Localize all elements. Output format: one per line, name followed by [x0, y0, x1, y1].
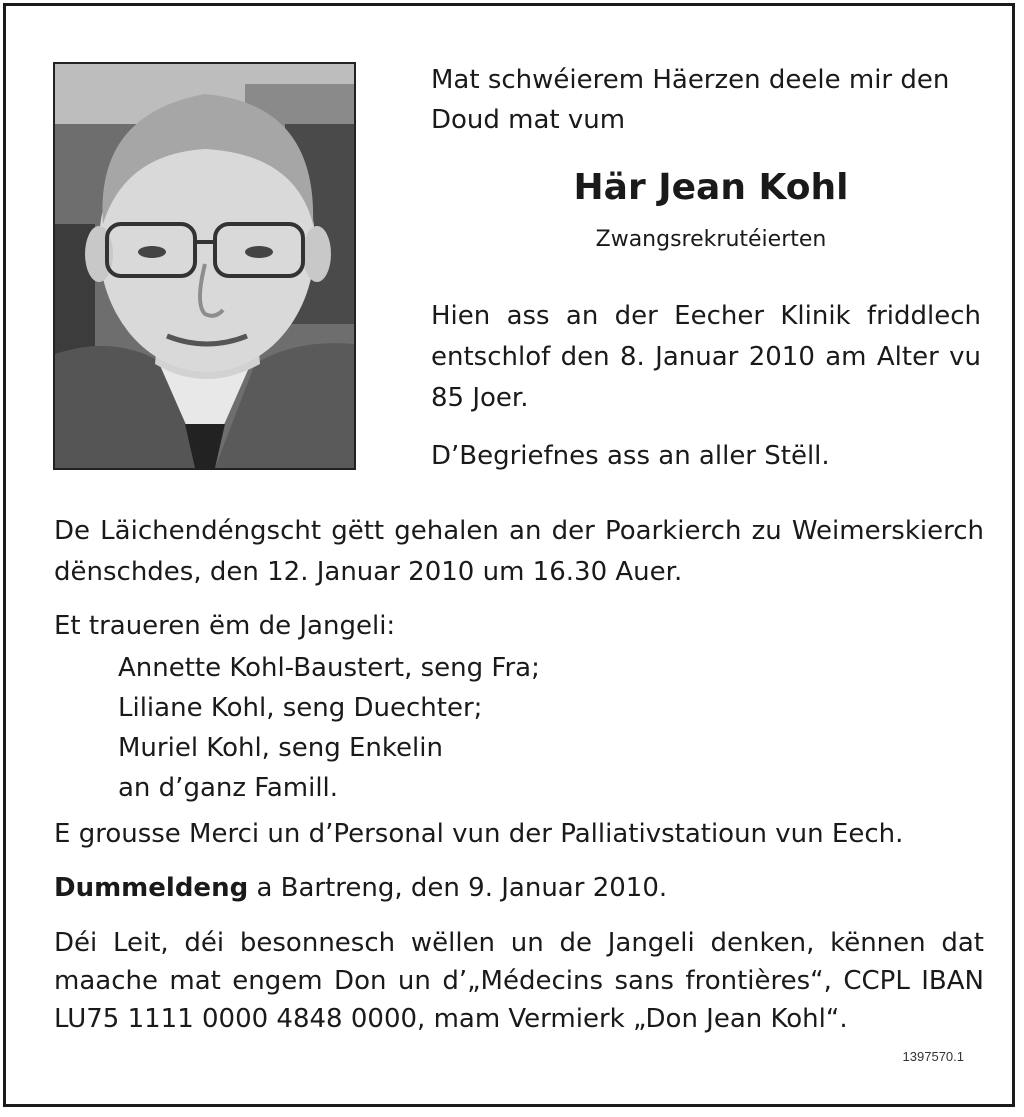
donation-text: Déi Leit, déi besonnesch wëllen un de Jangeli denken, kënnen dat maache mat engem Don un d’„Médecins sans frontières“, CCPL IBAN LU75 1111 0000 4848 0000, mam Vermierk „Don Jean Kohl“.: [54, 928, 984, 1034]
funeral-service-text: De Läichendéngscht gëtt gehalen an der Poarkierch zu Weimerskierch dënschdes, den 12. Januar 2010 um 16.30 Auer.: [54, 516, 984, 587]
portrait-photo: [53, 62, 356, 470]
deceased-name: Här Jean Kohl: [573, 167, 849, 208]
place-name: Dummeldeng: [54, 873, 249, 903]
deceased-subtitle: Zwangsrekrutéierten: [595, 227, 827, 252]
reference-number: 1397570.1: [902, 1049, 964, 1064]
burial-note: D’Begriefnes ass an aller Stëll.: [431, 441, 830, 471]
mourners-list: [118, 648, 540, 808]
place-date-line: [54, 868, 667, 908]
lead-text: Mat schwéierem Häerzen deele mir den Doud mat vum: [431, 65, 950, 135]
mourner-item: Annette Kohl-Baustert, seng Fra;: [118, 653, 540, 683]
mourner-item: an d’ganz Famill.: [118, 773, 339, 803]
mourner-item: Muriel Kohl, seng Enkelin: [118, 733, 443, 763]
death-announcement: Hien ass an der Eecher Klinik friddlech entschlof den 8. Januar 2010 am Alter vu 85 Joer.: [431, 301, 981, 413]
mourner-item: Liliane Kohl, seng Duechter;: [118, 693, 483, 723]
thanks-text: E grousse Merci un d’Personal vun der Palliativstatioun vun Eech.: [54, 819, 904, 849]
date-text: a Bartreng, den 9. Januar 2010.: [248, 873, 668, 903]
obituary-frame: [3, 3, 1015, 1107]
mourning-intro: Et traueren ëm de Jangeli:: [54, 611, 396, 641]
